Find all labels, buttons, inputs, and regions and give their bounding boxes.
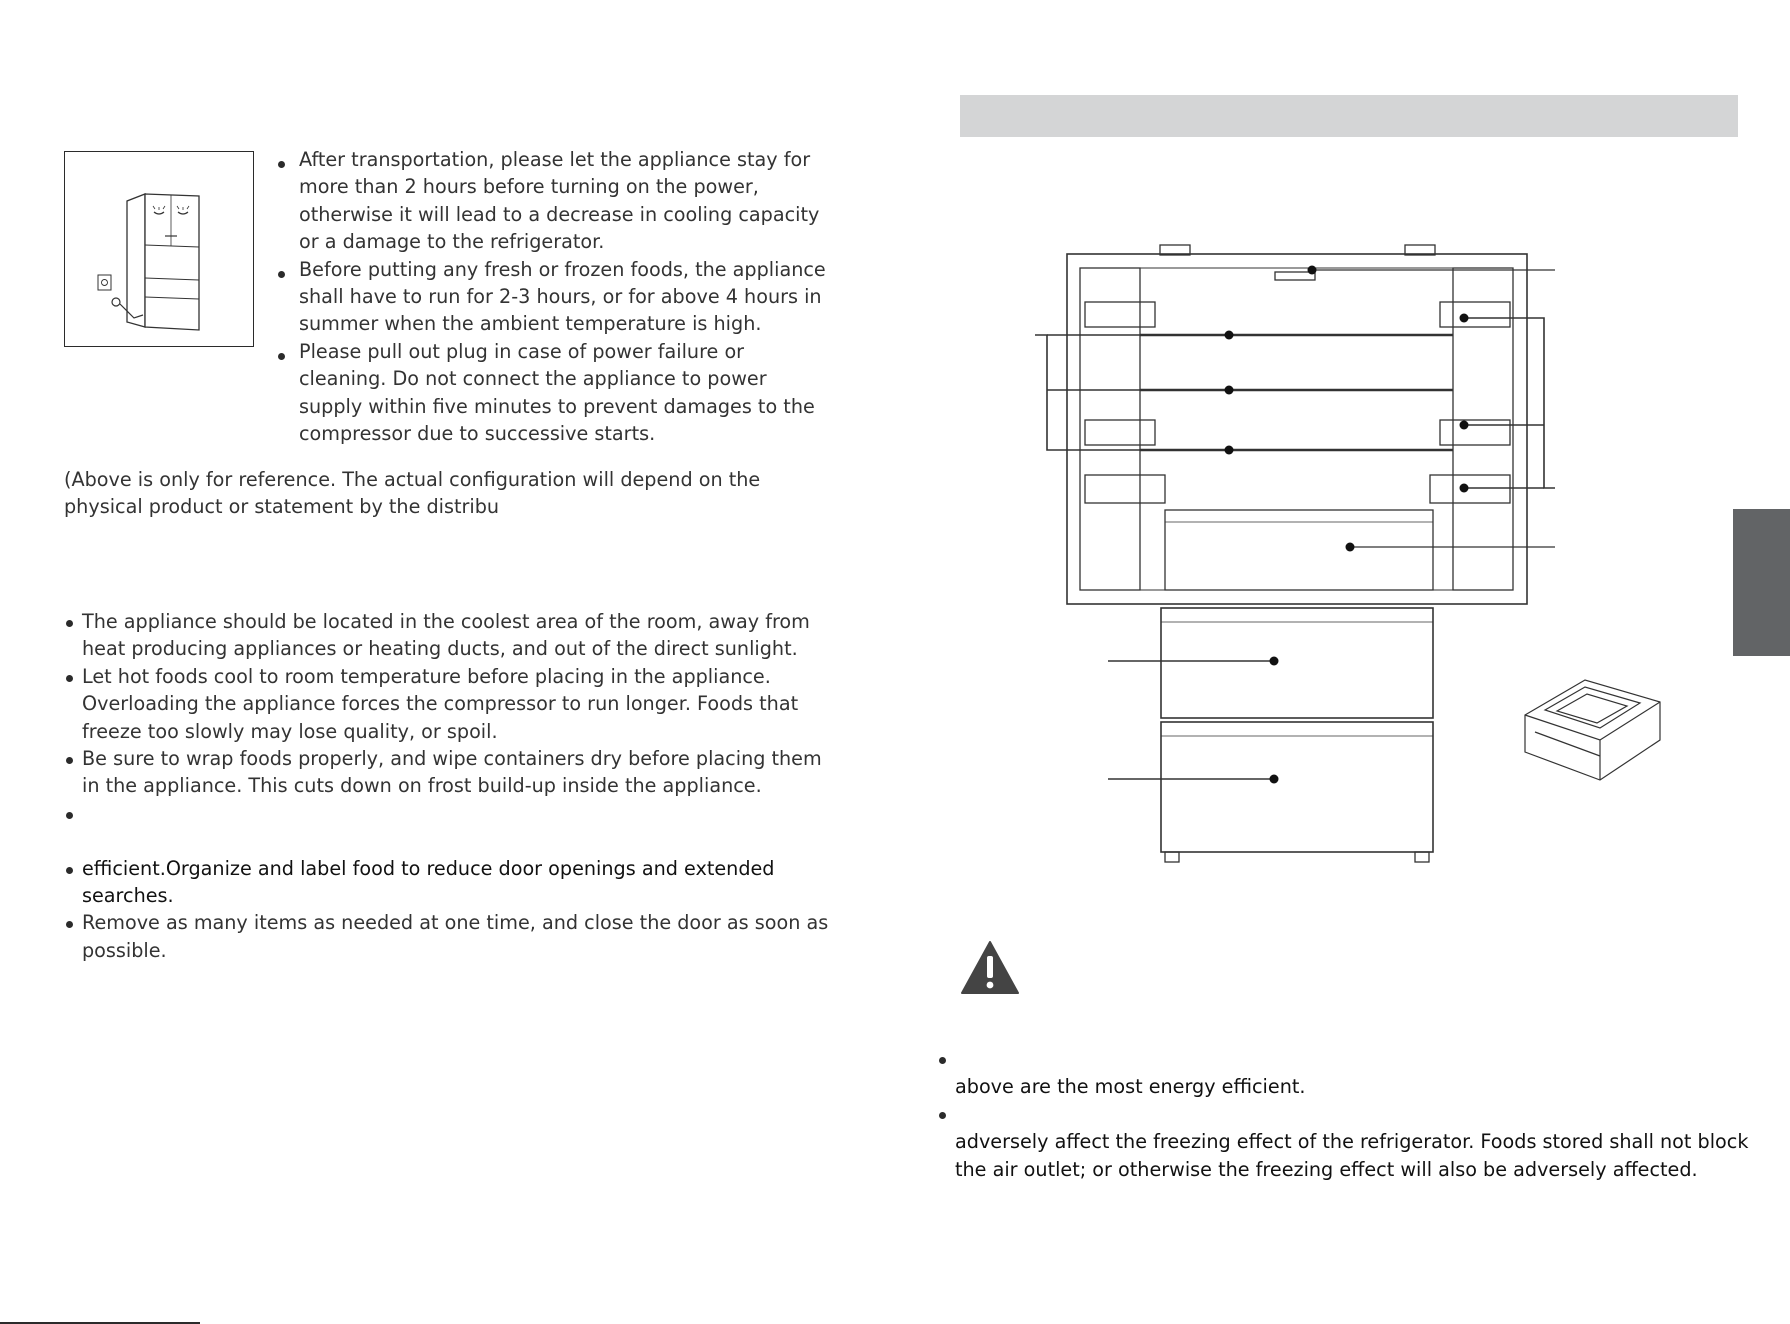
installation-note: Please pull out plug in case of power failure or cleaning. Do not connect the appliance to power supply within five minutes to prevent damages to the compressor due to successive starts. <box>299 338 829 448</box>
energy-note <box>955 1046 1755 1101</box>
warning-triangle-icon <box>960 940 1020 995</box>
energy-tip: Remove as many items as needed at one time, and close the door as soon as possible. <box>82 909 842 964</box>
energy-saving-tips <box>82 608 842 964</box>
installation-note: Before putting any fresh or frozen foods, the appliance shall have to run for 2-3 hours, or for above 4 hours in summer when the ambient temperature is high. <box>299 256 829 338</box>
section-header-bar <box>960 95 1738 137</box>
refrigerator-parts-diagram <box>895 240 1790 880</box>
energy-tip: The appliance should be located in the coolest area of the room, away from heat producing appliances or heating ducts, and out of the direct sunlight. <box>82 608 842 663</box>
energy-note <box>955 1101 1755 1183</box>
reference-note: (Above is only for reference. The actual configuration will depend on the physical product or statement by the distribu <box>64 468 761 519</box>
energy-notes <box>955 1046 1755 1183</box>
chapter-side-tab <box>1733 509 1790 656</box>
energy-note-text: adversely affect the freezing effect of the refrigerator. Foods stored shall not block the air outlet; or otherwise the freezing effect will also be adversely affected. <box>955 1130 1749 1181</box>
energy-note-text: above are the most energy efficient. <box>955 1075 1306 1099</box>
installation-notes <box>299 146 829 447</box>
footnote-rule <box>0 1322 200 1324</box>
installation-note: After transportation, please let the appliance stay for more than 2 hours before turning on the power, otherwise it will lead to a decrease in cooling capacity or a damage to the refrigerator. <box>299 146 829 256</box>
refrigerator-plug-illustration <box>64 151 254 347</box>
right-page <box>895 0 1790 1324</box>
energy-tip: Let hot foods cool to room temperature before placing in the appliance. Overloading the appliance forces the compressor to run longer. Foods that freeze too slowly may lose quality, or spoil. <box>82 663 842 745</box>
energy-tip-continuation <box>82 855 842 910</box>
energy-tip-continued-text: efficient.Organize and label food to reduce door openings and extended searches. <box>82 856 775 908</box>
energy-tip-blank <box>82 800 842 855</box>
energy-tip: Be sure to wrap foods properly, and wipe containers dry before placing them in the appliance. This cuts down on frost build-up inside the appliance. <box>82 745 842 800</box>
